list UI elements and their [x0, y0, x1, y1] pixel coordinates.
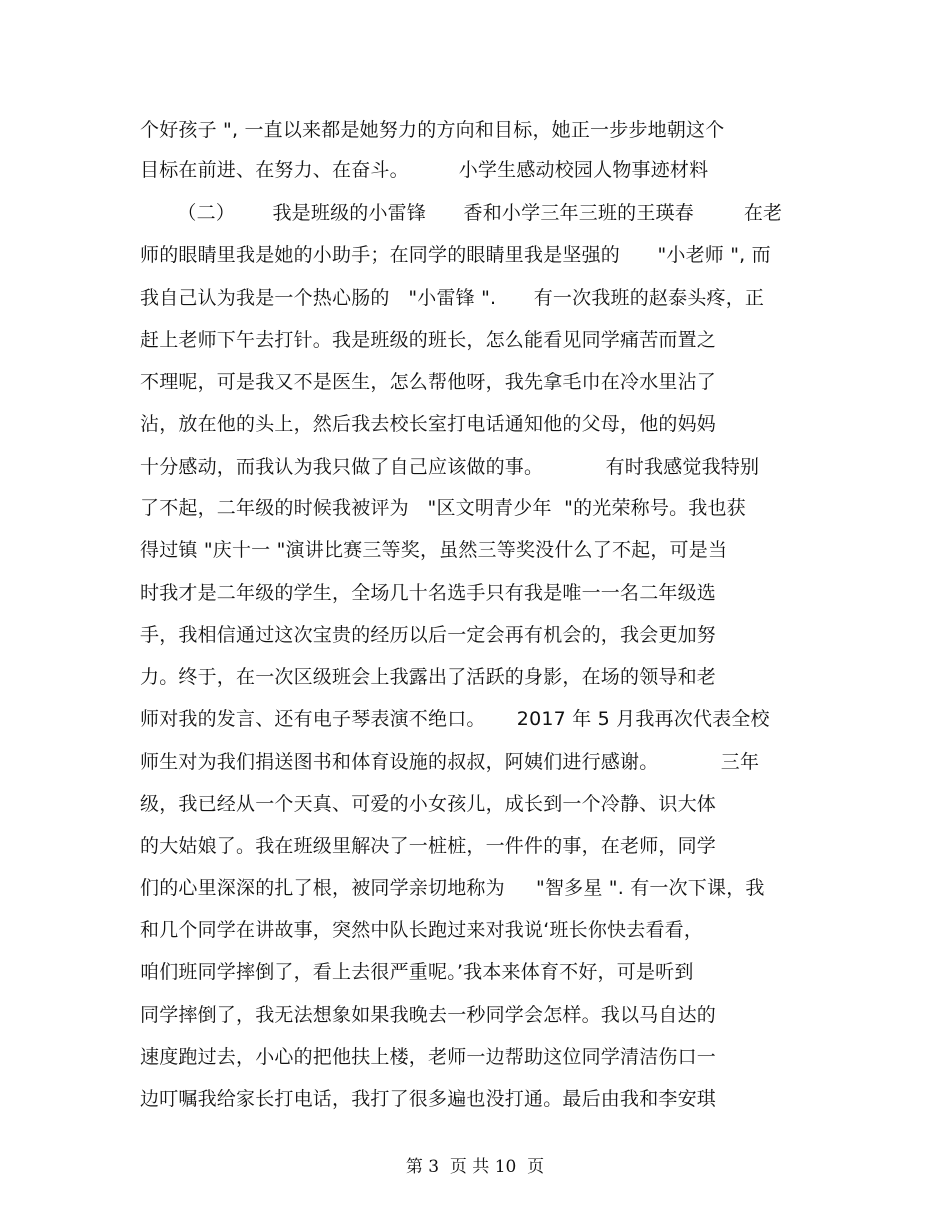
text-line: 十分感动，而我认为我只做了自己应该做的事。 有时我感觉我特别	[140, 456, 760, 478]
text-line: 师对我的发言、还有电子琴表演不绝口。 2017 年 5 月我再次代表全校	[140, 708, 770, 730]
page-footer: 第 3 页 共 10 页	[405, 1157, 545, 1177]
text-line: 时我才是二年级的学生，全场几十名选手只有我是唯一一名二年级选	[140, 582, 717, 604]
text-line: 手，我相信通过这次宝贵的经历以后一定会再有机会的，我会更加努	[140, 624, 717, 646]
text-line: 咱们班同学摔倒了，看上去很严重呢。’我本来体育不好，可是听到	[140, 961, 694, 983]
text-line: 沾，放在他的头上，然后我去校长室打电话通知他的父母，他的妈妈	[140, 413, 717, 435]
text-line: 了不起，二年级的时候我被评为 "区文明青少年 "的光荣称号。我也获	[140, 497, 746, 519]
text-line: 不理呢，可是我又不是医生，怎么帮他呀，我先拿毛巾在冷水里沾了	[140, 371, 717, 393]
text-line: 同学摔倒了，我无法想象如果我晚去一秒同学会怎样。我以马自达的	[140, 1004, 717, 1026]
text-line: 力。终于，在一次区级班会上我露出了活跃的身影，在场的领导和老	[140, 666, 717, 688]
text-line: 和几个同学在讲故事，突然中队长跑过来对我说‘班长你快去看看，	[140, 919, 704, 941]
text-line: 速度跑过去，小心的把他扶上楼，老师一边帮助这位同学清洁伤口一	[140, 1046, 717, 1068]
text-line: 师的眼睛里我是她的小助手；在同学的眼睛里我是坚强的 "小老师 ", 而	[140, 244, 771, 266]
text-line: 级，我已经从一个天真、可爱的小女孩儿，成长到一个冷静、识大体	[140, 793, 717, 815]
text-line: 师生对为我们捐送图书和体育设施的叔叔，阿姨们进行感谢。 三年	[140, 751, 760, 773]
text-line: 我自己认为我是一个热心肠的 "小雷锋 ". 有一次我班的赵泰头疼，正	[140, 287, 765, 309]
text-line: 们的心里深深的扎了根，被同学亲切地称为 "智多星 ". 有一次下课，我	[140, 877, 765, 899]
text-line: 得过镇 "庆十一 "演讲比赛三等奖，虽然三等奖没什么了不起，可是当	[140, 539, 728, 561]
text-line: （二） 我是班级的小雷锋 香和小学三年三班的王瑛春 在老	[140, 202, 783, 224]
text-line: 个好孩子 ", 一直以来都是她努力的方向和目标，她正一步步地朝这个	[140, 119, 725, 141]
text-line: 边叮嘱我给家长打电话，我打了很多遍也没打通。最后由我和李安琪	[140, 1088, 717, 1110]
text-line: 赶上老师下午去打针。我是班级的班长，怎么能看见同学痛苦而置之	[140, 329, 717, 351]
text-line: 目标在前进、在努力、在奋斗。 小学生感动校园人物事迹材料	[140, 159, 709, 181]
text-line: 的大姑娘了。我在班级里解决了一桩桩，一件件的事，在老师，同学	[140, 835, 717, 857]
